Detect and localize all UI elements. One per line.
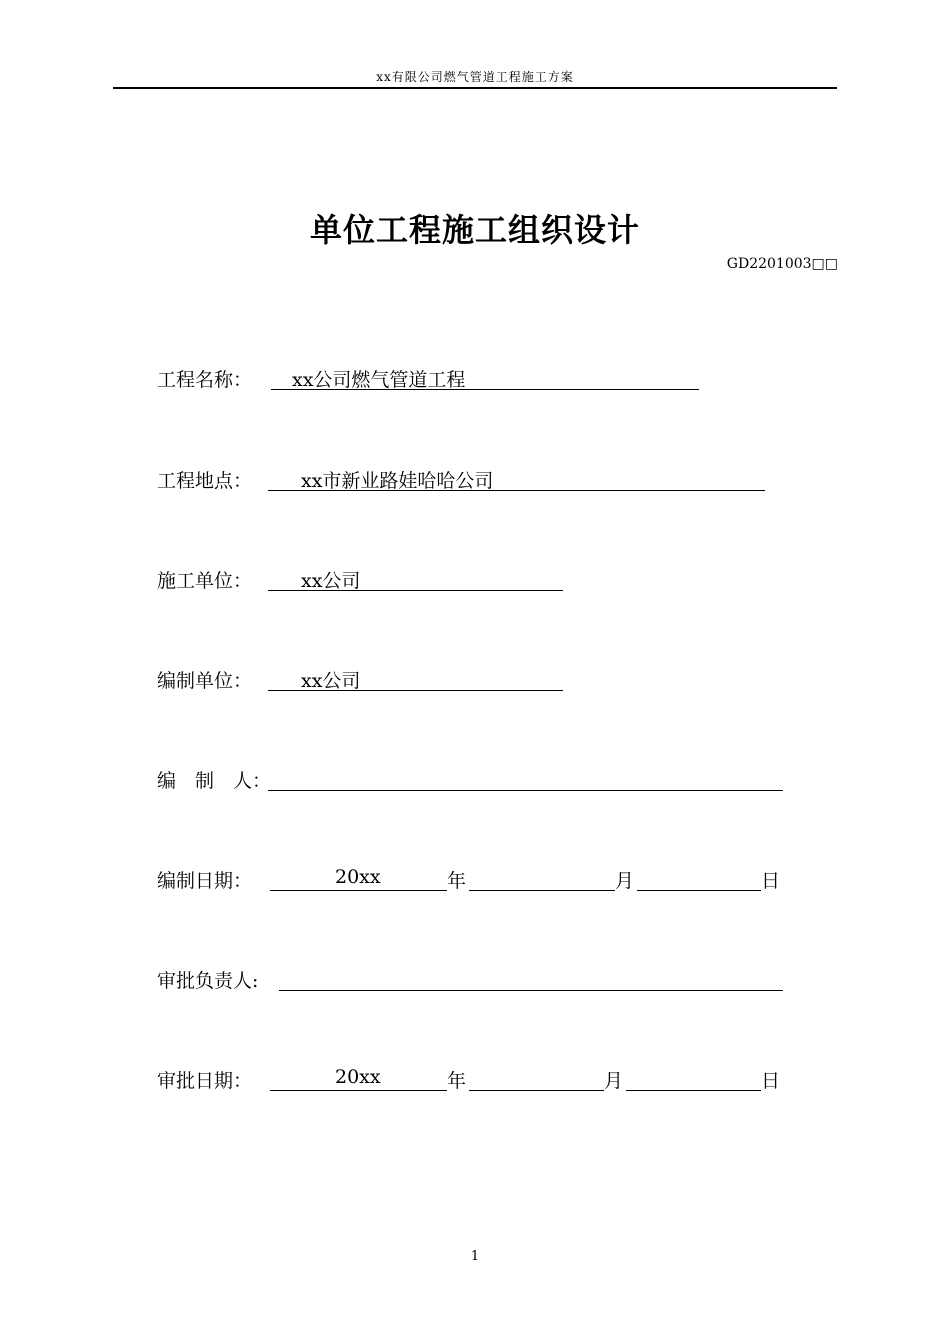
page-header: xx有限公司燃气管道工程施工方案: [376, 70, 574, 84]
construction-unit-value: xx公司: [301, 570, 361, 592]
approve-date-month-unit: 月: [604, 1070, 624, 1092]
approve-date-day-unit: 日: [761, 1070, 781, 1092]
compiler-label: 编 制 人：: [157, 770, 272, 792]
page-number: 1: [470, 1249, 480, 1264]
compile-date-year: 20xx: [335, 866, 381, 888]
approve-date-label: 审批日期：: [157, 1070, 253, 1092]
compile-date-year-unit: 年: [447, 870, 467, 892]
compiling-unit-label: 编制单位：: [157, 670, 253, 692]
approve-date-day-underline: [626, 1066, 761, 1091]
construction-unit-label: 施工单位：: [157, 570, 253, 592]
compile-date-month-unit: 月: [615, 870, 635, 892]
approve-date-year: 20xx: [335, 1066, 381, 1088]
compile-date-day-underline: [637, 866, 761, 891]
header-divider: [113, 87, 837, 89]
compiling-unit-value: xx公司: [301, 670, 361, 692]
approver-label: 审批负责人:: [157, 970, 259, 992]
project-name-label: 工程名称：: [157, 369, 253, 391]
compile-date-month-underline: [469, 866, 615, 891]
compile-date-day-unit: 日: [761, 870, 781, 892]
approve-date-month-underline: [469, 1066, 604, 1091]
approver-underline: [279, 966, 783, 991]
approve-date-year-unit: 年: [447, 1070, 467, 1092]
document-title: 单位工程施工组织设计: [309, 211, 640, 249]
compile-date-label: 编制日期：: [157, 870, 253, 892]
compiler-underline: [268, 766, 783, 791]
project-location-label: 工程地点：: [157, 470, 253, 492]
project-name-value: xx公司燃气管道工程: [292, 369, 466, 391]
project-location-value: xx市新业路娃哈哈公司: [301, 470, 494, 492]
document-code: GD2201003□□: [726, 256, 838, 272]
